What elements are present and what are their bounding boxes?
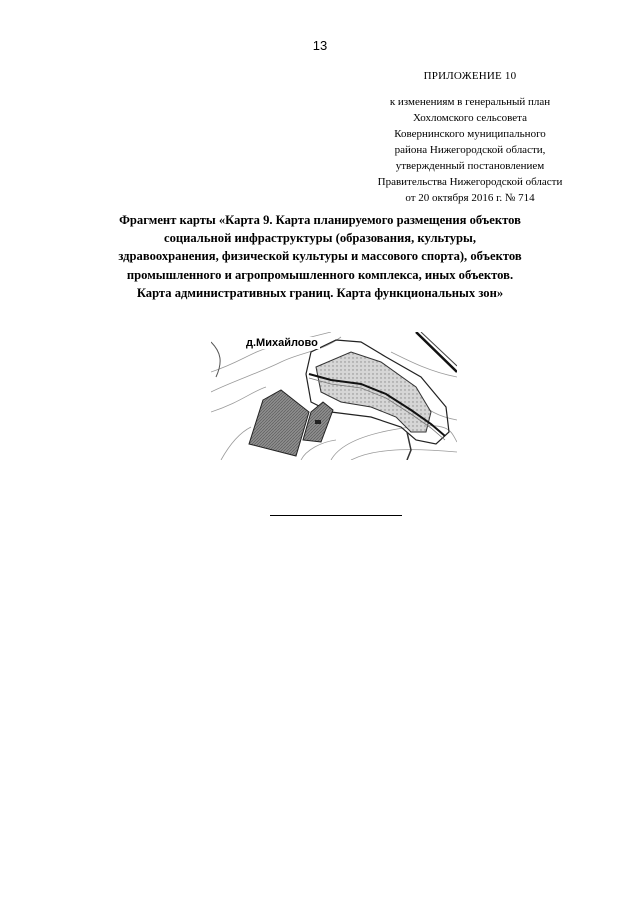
page-number: 13 bbox=[312, 38, 328, 53]
appendix-subtitle bbox=[352, 94, 588, 206]
map-fragment bbox=[211, 332, 457, 460]
appendix-line: утвержденный постановлением bbox=[395, 160, 545, 172]
appendix-line: Хохломского сельсовета bbox=[413, 112, 527, 124]
heading-line: социальной инфраструктуры (образования, культуры, bbox=[163, 231, 477, 246]
document-heading bbox=[80, 211, 560, 302]
appendix-line: района Нижегородской области, bbox=[394, 144, 546, 156]
map-label: д.Михайлово bbox=[246, 337, 318, 349]
appendix-line: Правительства Нижегородской области bbox=[377, 176, 563, 188]
heading-line: Карта административных границ. Карта функциональных зон» bbox=[136, 285, 504, 300]
appendix-title: ПРИЛОЖЕНИЕ 10 bbox=[423, 70, 517, 82]
heading-line: промышленного и агропромышленного комплекса, иных объектов. bbox=[126, 267, 514, 282]
heading-line: здравоохранения, физической культуры и массового спорта), объектов bbox=[118, 249, 522, 264]
appendix-line: к изменениям в генеральный план bbox=[389, 96, 551, 108]
heading-line: Фрагмент карты «Карта 9. Карта планируемого размещения объектов bbox=[119, 213, 521, 227]
closing-divider bbox=[270, 515, 402, 516]
appendix-line: Ковернинского муниципального bbox=[394, 128, 546, 140]
appendix-line: от 20 октября 2016 г. № 714 bbox=[405, 192, 535, 204]
small-object bbox=[315, 420, 321, 424]
